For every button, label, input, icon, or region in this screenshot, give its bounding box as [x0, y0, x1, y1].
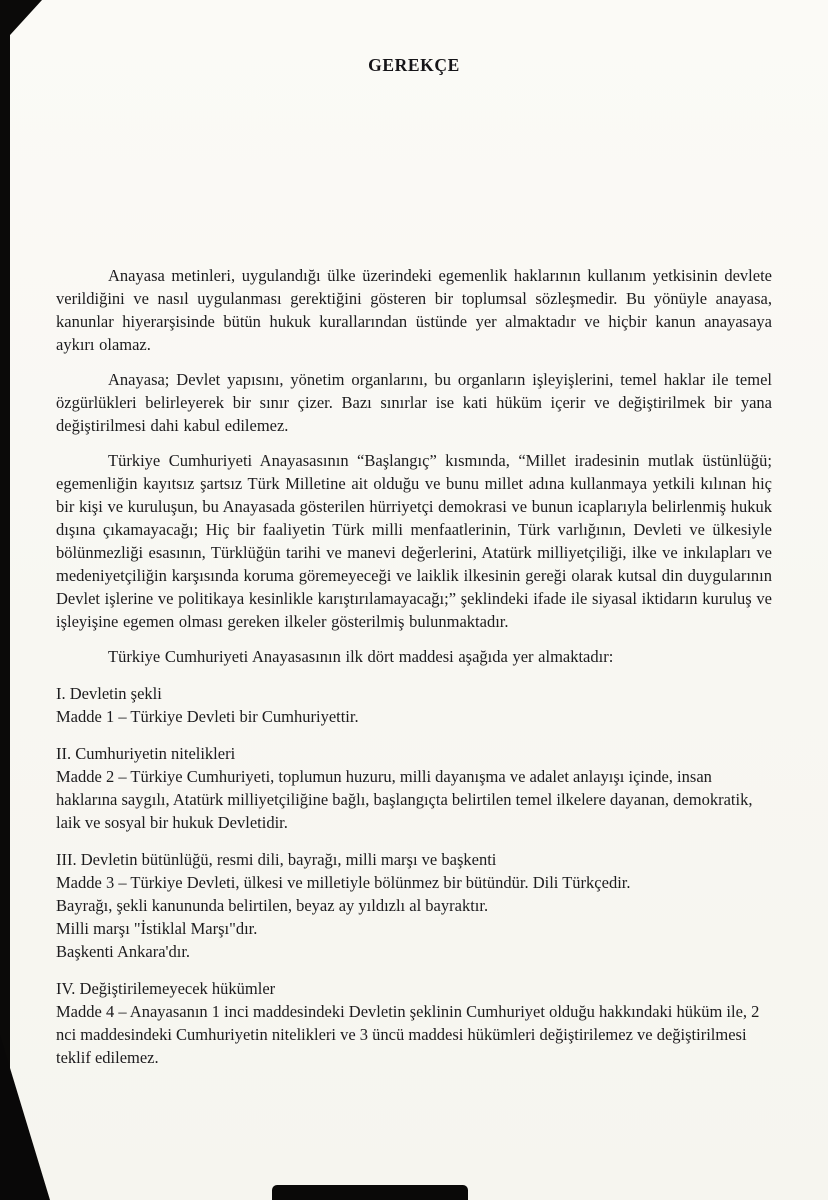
document-title: GEREKÇE	[368, 55, 460, 75]
section-heading: IV. Değiştirilemeyecek hükümler	[56, 979, 276, 998]
section-line: Milli marşı "İstiklal Marşı"dır.	[56, 919, 258, 938]
section-madde-4	[56, 977, 772, 1069]
section-line: Bayrağı, şekli kanununda belirtilen, beyaz ay yıldızlı al bayraktır.	[56, 896, 489, 915]
section-line: Başkenti Ankara'dır.	[56, 942, 191, 961]
scan-artifact-bottom-bar	[272, 1185, 468, 1200]
section-line: Madde 3 – Türkiye Devleti, ülkesi ve milletiyle bölünmez bir bütündür. Dili Türkçedir.	[56, 873, 631, 892]
scan-artifact-top-left-corner	[0, 0, 42, 46]
section-madde-1	[56, 682, 772, 728]
section-madde-3	[56, 848, 772, 963]
scan-artifact-left-edge	[0, 0, 10, 1200]
document-content	[56, 0, 772, 1069]
section-heading: II. Cumhuriyetin nitelikleri	[56, 744, 236, 763]
section-line: Madde 2 – Türkiye Cumhuriyeti, toplumun huzuru, milli dayanışma ve adalet anlayışı içinde, insan haklarına saygılı, Atatürk milliyetçiliğine bağlı, başlangıçta belirtilen temel ilkelere dayanan, demokratik, laik ve sosyal bir hukuk Devletidir.	[56, 767, 753, 832]
section-heading: I. Devletin şekli	[56, 684, 162, 703]
section-line: Madde 4 – Anayasanın 1 inci maddesindeki Devletin şeklinin Cumhuriyet olduğu hakkındaki hüküm ile, 2 nci maddesindeki Cumhuriyetin nitelikleri ve 3 üncü maddesi hükümleri değiştirilemez ve değiştirilmesi teklif edilemez.	[56, 1002, 760, 1067]
paragraph-baslangic-kismi: Türkiye Cumhuriyeti Anayasasının “Başlangıç” kısmında, “Millet iradesinin mutlak üstünlüğü; egemenliğin kayıtsız şartsız Türk Milletine ait olduğu ve bunu millet adına kullanmaya yetkili kılınan hiç bir kişi ve kuruluşun, bu Anayasada gösterilen hürriyetçi demokrasi ve bunun icaplarıyla belirlenmiş hukuk dışına çıkamayacağı; Hiç bir faaliyetin Türk milli menfaatlerinin, Türk varlığının, Devleti ve ülkesiyle bölünmezliği esasının, Türklüğün tarihi ve manevi değerlerini, Atatürk milliyetçiliği, ilke ve inkılapları ve medeniyetçiliğin karşısında koruma göremeyeceği ve laiklik ilkesinin gereği olarak kutsal din duygularının Devlet işlerine ve politikaya kesinlikle karıştırılamayacağı;” şeklindeki ifade ile siyasal iktidarın kuruluş ve işleyişine egemen olması gereken ilkeler gösterilmiş bulunmaktadır.	[56, 451, 772, 631]
section-madde-2	[56, 742, 772, 834]
section-heading: III. Devletin bütünlüğü, resmi dili, bayrağı, milli marşı ve başkenti	[56, 850, 497, 869]
scan-artifact-bottom-left-corner	[0, 1035, 50, 1200]
paragraph-ilk-dort-madde: Türkiye Cumhuriyeti Anayasasının ilk dört maddesi aşağıda yer almaktadır:	[108, 647, 614, 666]
section-line: Madde 1 – Türkiye Devleti bir Cumhuriyettir.	[56, 707, 359, 726]
paragraph-anayasa-devlet-yapisi: Anayasa; Devlet yapısını, yönetim organlarını, bu organların işleyişlerini, temel haklar ile temel özgürlükleri belirleyerek bir sınır çizer. Bazı sınırlar ise kati hüküm içerir ve değiştirilmek bir yana değiştirilmesi dahi kabul edilemez.	[56, 370, 772, 435]
paragraph-anayasa-metinleri: Anayasa metinleri, uygulandığı ülke üzerindeki egemenlik haklarının kullanım yetkisinin devlete verildiğini ve nasıl uygulanması gerektiğini gösteren bir toplumsal sözleşmedir. Bu yönüyle anayasa, kanunlar hiyerarşisinde bütün hukuk kurallarından üstünde yer almaktadır ve hiçbir kanun anayasaya aykırı olamaz.	[56, 266, 772, 354]
